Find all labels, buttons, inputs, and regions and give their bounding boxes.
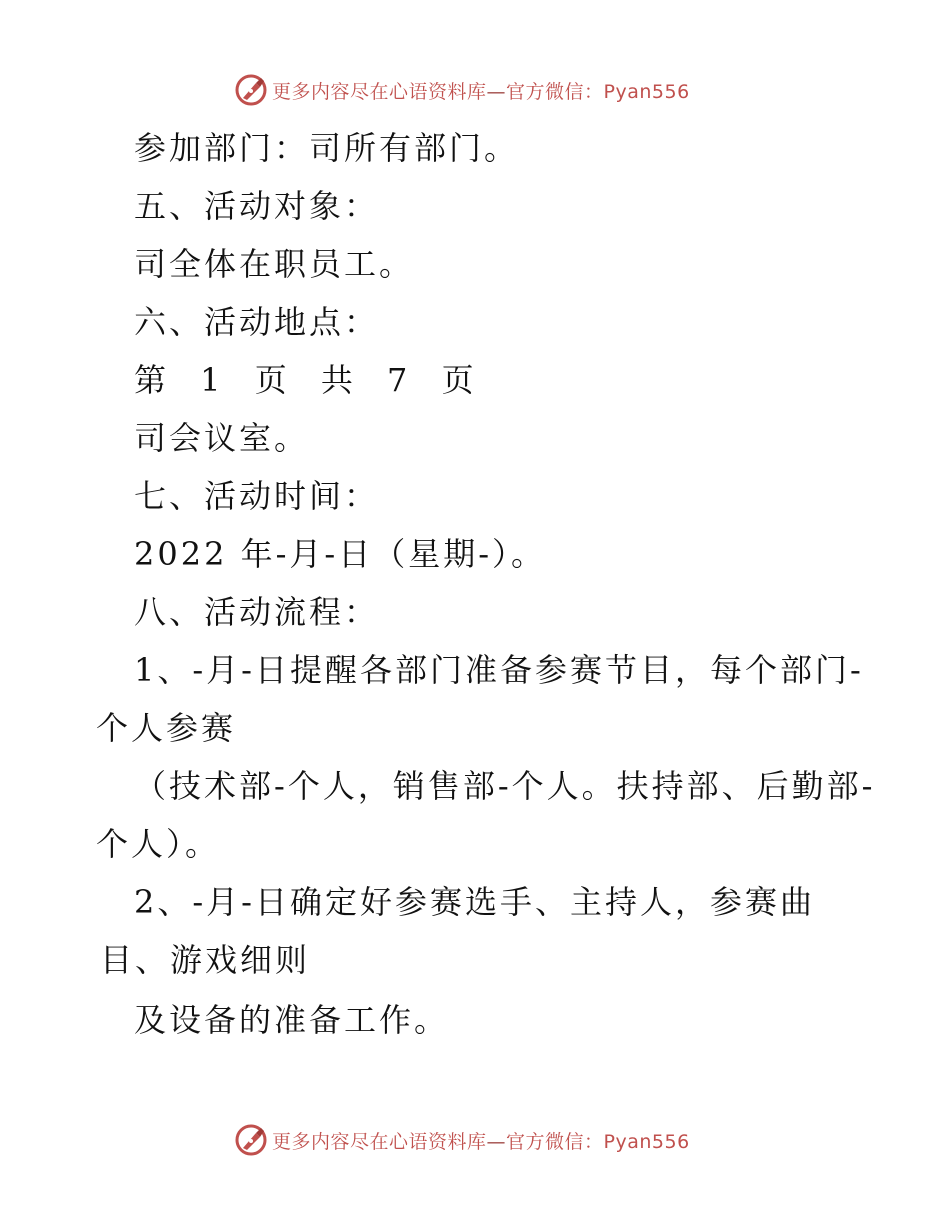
text-line-all-staff: 司全体在职员工。 <box>134 245 415 283</box>
pen-nib-logo-icon <box>234 1123 268 1157</box>
section-heading-time: 七、活动时间： <box>134 477 380 515</box>
watermark-text: 更多内容尽在心语资料库—官方微信：Pyan556 <box>272 1130 690 1153</box>
text-line-step-1-details: （技术部-个人，销售部-个人。扶持部、后勤部- <box>134 767 876 805</box>
text-line-step-1: 1、-月-日提醒各部门准备参赛节目，每个部门- <box>134 651 864 689</box>
text-line-step-2-equipment: 及设备的准备工作。 <box>134 1001 450 1039</box>
text-line-meeting-room: 司会议室。 <box>134 419 310 457</box>
footer-watermark-banner <box>234 1122 690 1158</box>
watermark-text: 更多内容尽在心语资料库—官方微信：Pyan556 <box>272 80 690 103</box>
section-heading-location: 六、活动地点： <box>134 303 380 341</box>
page-number-footer: 第 1 页 共 7 页 <box>134 361 477 399</box>
header-watermark-banner <box>234 72 690 108</box>
text-line-step-1-details-continued: 个人）。 <box>96 825 221 863</box>
text-line-step-1-continued: 个人参赛 <box>96 709 237 747</box>
pen-nib-logo-icon <box>234 73 268 107</box>
section-heading-target-audience: 五、活动对象： <box>134 187 380 225</box>
text-line-step-2-continued: 目、游戏细则 <box>100 941 311 979</box>
text-line-date: 2022 年-月-日（星期-）。 <box>134 535 547 573</box>
section-heading-process: 八、活动流程： <box>134 593 380 631</box>
text-line-participating-departments: 参加部门：司所有部门。 <box>134 129 520 167</box>
text-line-step-2: 2、-月-日确定好参赛选手、主持人，参赛曲 <box>134 883 815 921</box>
